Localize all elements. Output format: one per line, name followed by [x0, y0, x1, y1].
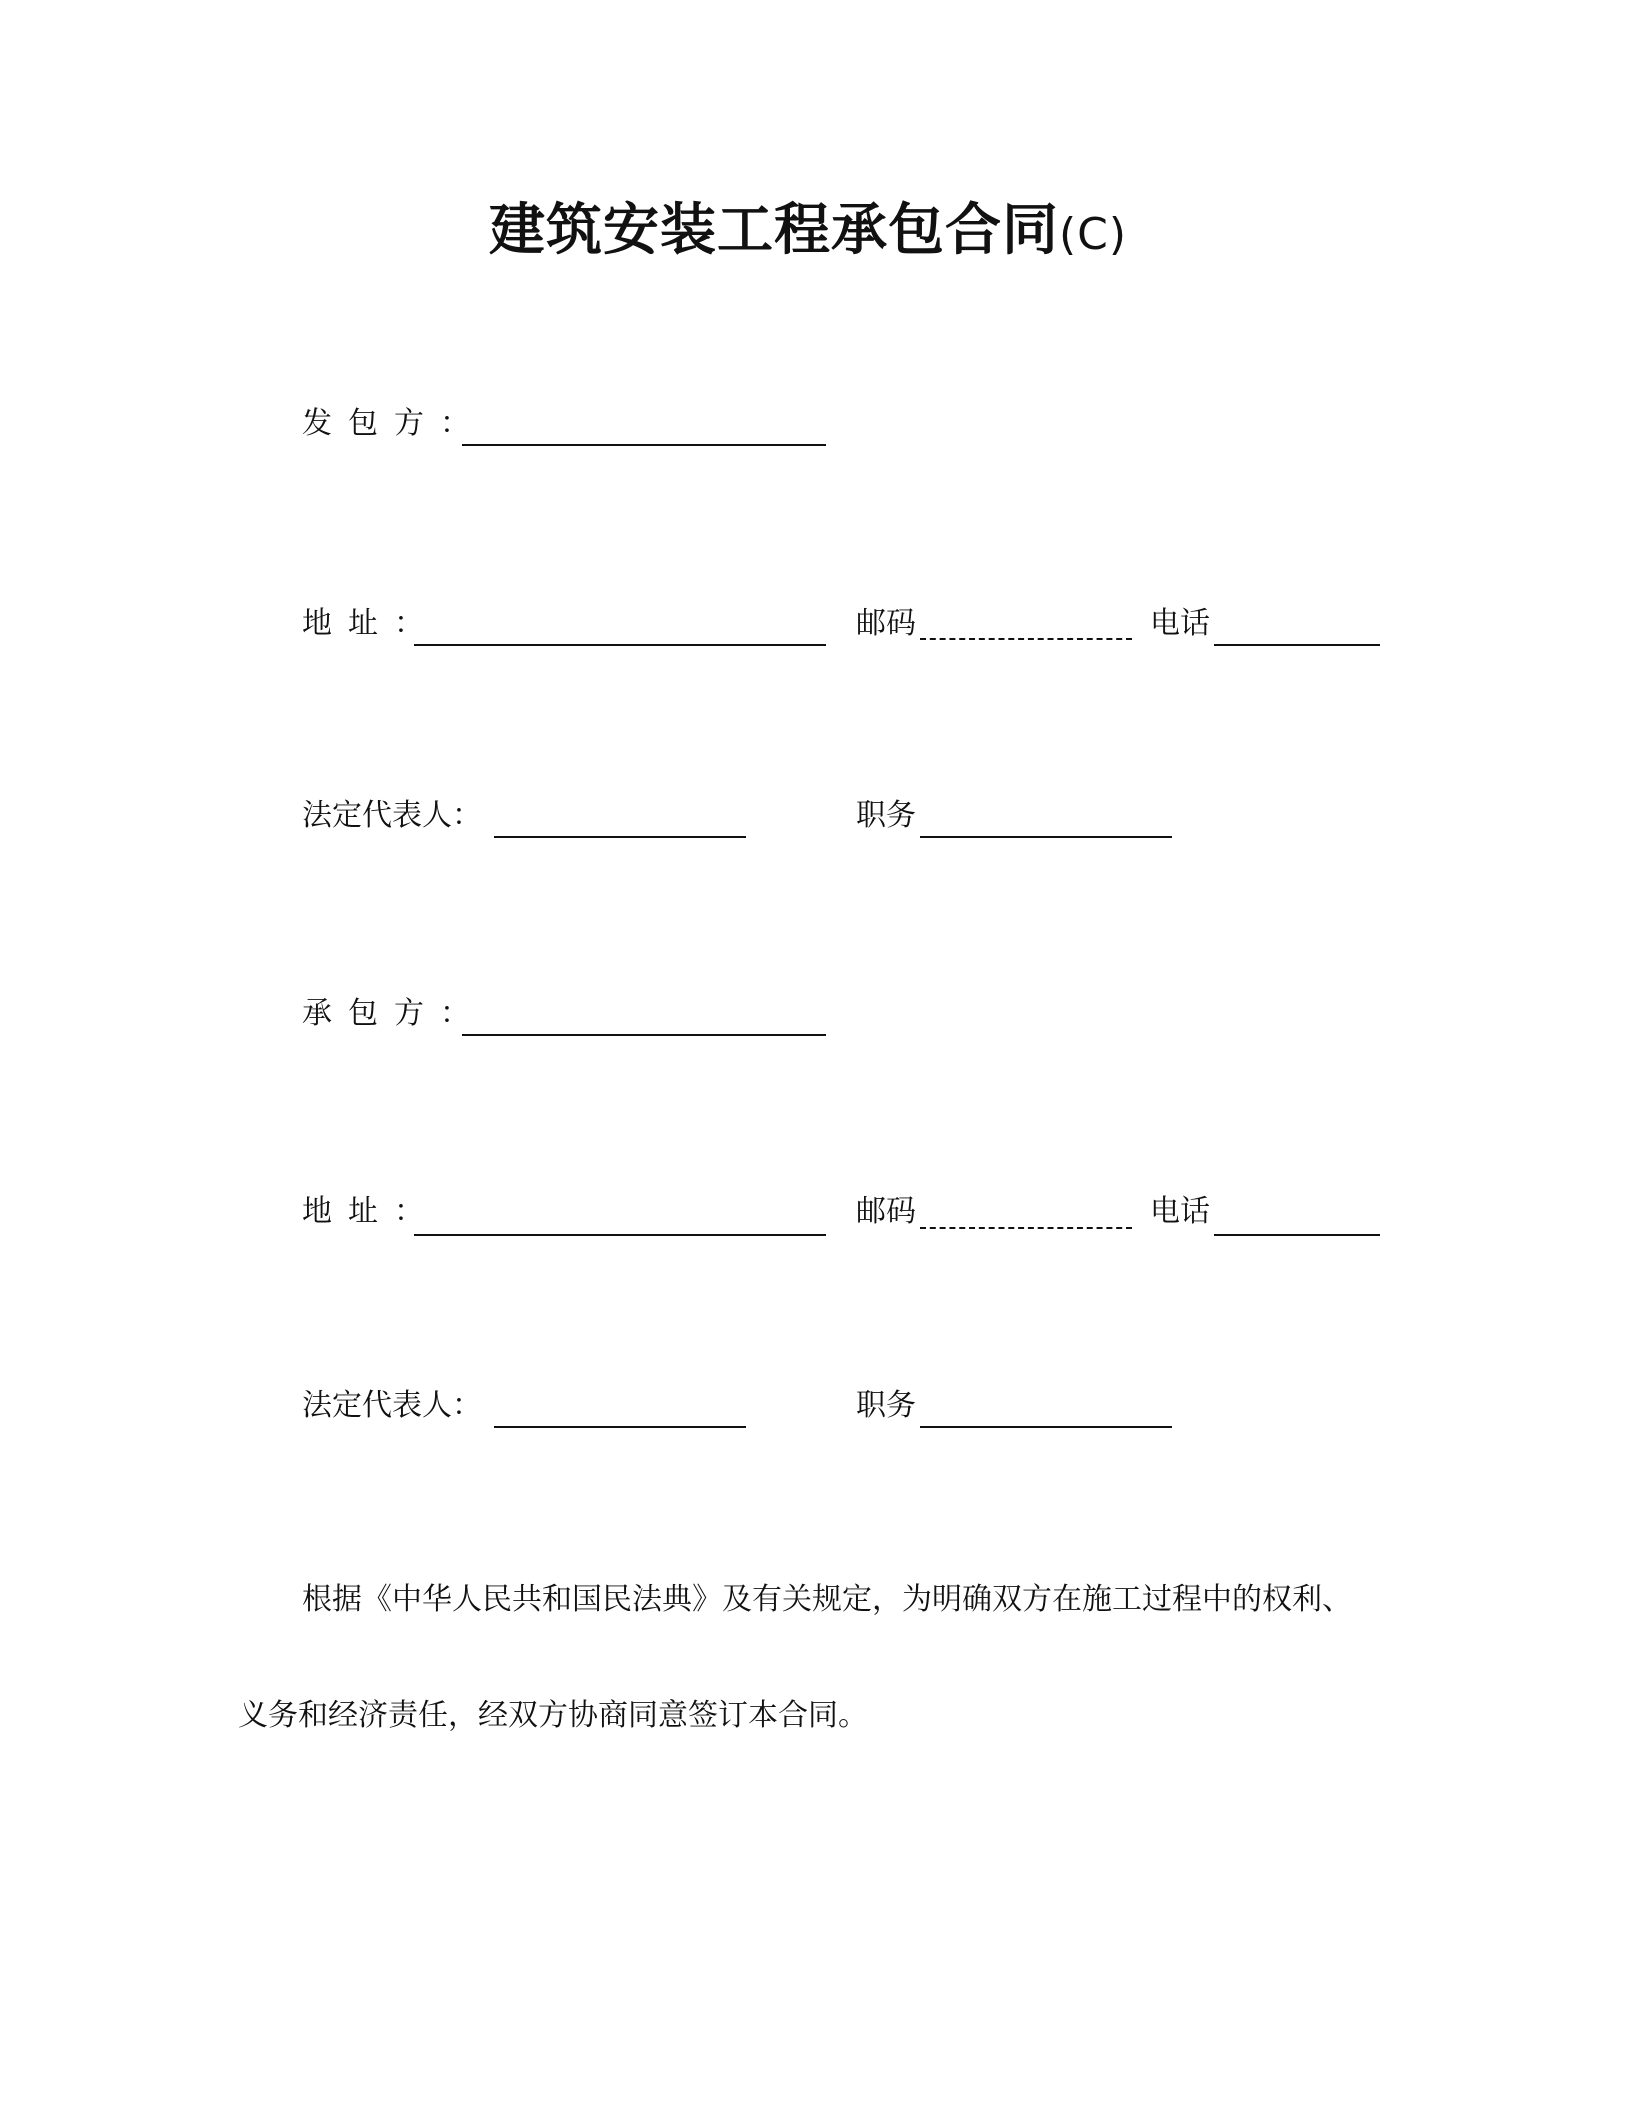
party-a-postcode-label: 邮码 [856, 606, 916, 641]
party-b-legal-rep-label: 法定代表人： [302, 1388, 482, 1423]
party-b-postcode-field[interactable] [920, 1227, 1132, 1229]
party-a-name-label: 发包方： [302, 406, 470, 441]
party-b-phone-field[interactable] [1214, 1234, 1380, 1236]
party-a-position-label: 职务 [856, 798, 916, 833]
party-a-legal-rep-field[interactable] [494, 836, 746, 838]
title-suffix: (C) [1058, 209, 1128, 260]
party-b-name-field[interactable] [462, 1034, 826, 1036]
party-a-address-field[interactable] [414, 644, 826, 646]
body-paragraph-line-2: 义务和经济责任，经双方协商同意签订本合同。 [238, 1698, 868, 1733]
title-text: 建筑安装工程承包合同 [488, 198, 1059, 263]
party-b-postcode-label: 邮码 [856, 1194, 916, 1229]
party-b-address-field[interactable] [414, 1234, 826, 1236]
party-a-position-field[interactable] [920, 836, 1172, 838]
party-a-postcode-field[interactable] [920, 638, 1132, 640]
party-b-position-label: 职务 [856, 1388, 916, 1423]
party-b-legal-rep-field[interactable] [494, 1426, 746, 1428]
document-title [0, 196, 1624, 270]
party-b-position-field[interactable] [920, 1426, 1172, 1428]
party-b-phone-label: 电话 [1150, 1194, 1210, 1229]
party-a-name-field[interactable] [462, 444, 826, 446]
party-a-legal-rep-label: 法定代表人： [302, 798, 482, 833]
party-b-name-label: 承包方： [302, 996, 470, 1031]
party-a-phone-label: 电话 [1150, 606, 1210, 641]
party-a-phone-field[interactable] [1214, 644, 1380, 646]
party-a-address-label: 地址： [302, 606, 424, 641]
party-b-address-label: 地址： [302, 1194, 424, 1229]
body-paragraph-line-1: 根据《中华人民共和国民法典》及有关规定，为明确双方在施工过程中的权利、 [302, 1582, 1352, 1617]
